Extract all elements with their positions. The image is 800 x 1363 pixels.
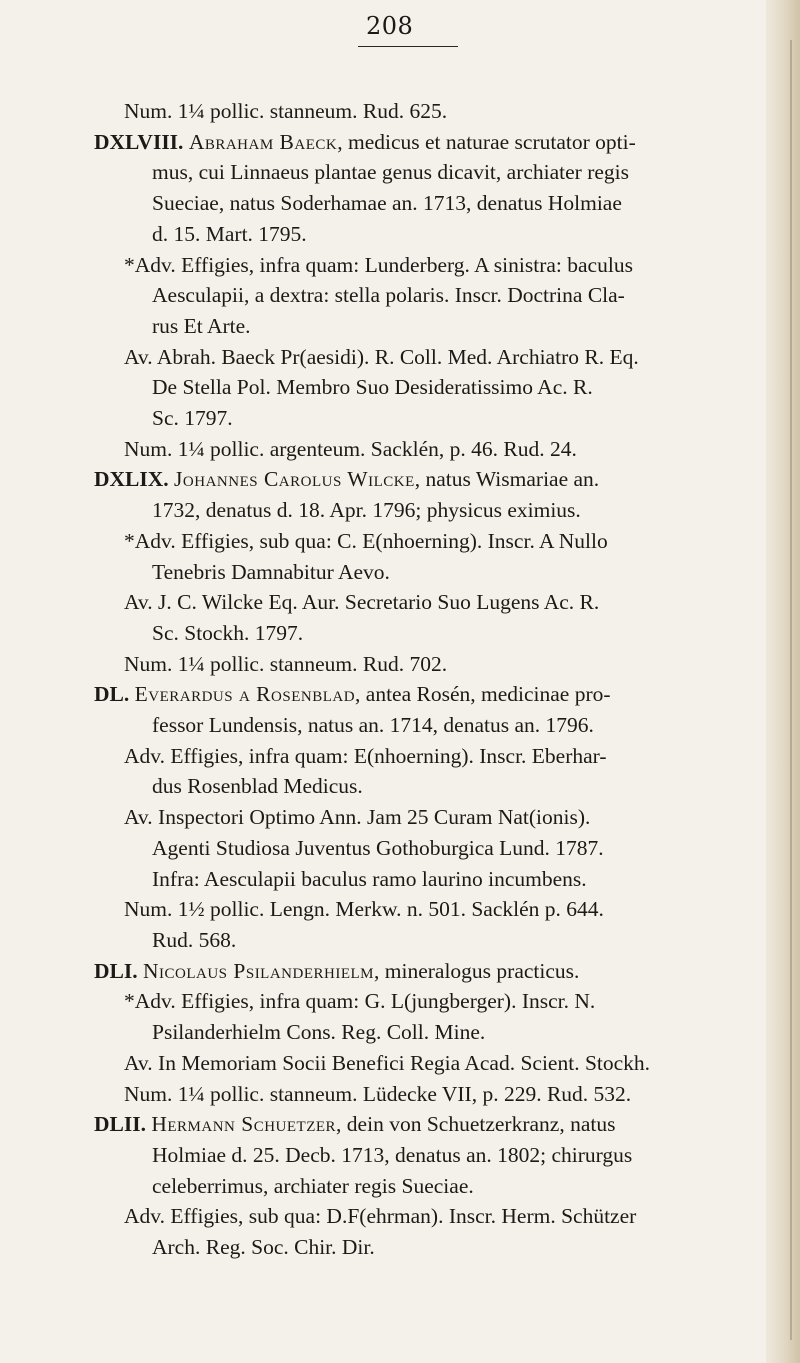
line-text: Psilanderhielm Cons. Reg. Coll. Mine.	[152, 1020, 486, 1045]
line-text: *Adv. Effigies, infra quam: Lunderberg. A sinistra: baculus	[124, 252, 633, 277]
text-line	[94, 986, 754, 1017]
text-line	[94, 1017, 754, 1048]
line-text: 1732, denatus d. 18. Apr. 1796; physicus eximius.	[152, 498, 581, 523]
line-text: Av. Inspectori Optimo Ann. Jam 25 Curam Nat(ionis).	[124, 805, 591, 830]
entry-heading-line	[94, 679, 754, 710]
text-line	[94, 219, 754, 250]
entry-number: DLI.	[94, 958, 143, 983]
catalogue-text	[94, 96, 754, 1263]
line-text: rus Et Arte.	[152, 313, 251, 338]
line-text: *Adv. Effigies, sub qua: C. E(nhoerning). Inscr. A Nullo	[124, 528, 608, 553]
text-line	[94, 403, 754, 434]
text-line	[94, 1079, 754, 1110]
line-text: , antea Rosén, medicinae pro-	[355, 682, 611, 707]
line-text: Num. 1¼ pollic. stanneum. Rud. 625.	[124, 99, 448, 123]
line-text: Rud. 568.	[152, 927, 237, 952]
line-text: , natus Wismariae an.	[414, 467, 600, 492]
text-line	[94, 342, 754, 373]
line-text: Adv. Effigies, infra quam: E(nhoerning). Inscr. Eberhar-	[124, 743, 607, 768]
text-line	[94, 1232, 754, 1263]
text-line	[94, 894, 754, 925]
text-line	[94, 710, 754, 741]
text-line	[94, 280, 754, 311]
text-line	[94, 526, 754, 557]
line-text: , medicus et naturae scrutator opti-	[337, 129, 636, 154]
line-text: Sueciae, natus Soderhamae an. 1713, denatus Holmiae	[152, 191, 622, 216]
text-line	[94, 802, 754, 833]
person-name: Abraham Baeck	[188, 129, 338, 154]
entry-number: DL.	[94, 682, 135, 707]
person-name: Johannes Carolus Wilcke	[174, 467, 415, 492]
line-text: *Adv. Effigies, infra quam: G. L(jungberger). Inscr. N.	[124, 989, 596, 1014]
line-text: Av. Abrah. Baeck Pr(aesidi). R. Coll. Med. Archiatro R. Eq.	[124, 344, 639, 369]
text-line	[94, 434, 754, 465]
line-text: Arch. Reg. Soc. Chir. Dir.	[152, 1235, 375, 1260]
entry-number: DLII.	[94, 1112, 152, 1137]
line-text: Av. J. C. Wilcke Eq. Aur. Secretario Suo Lugens Ac. R.	[124, 590, 600, 615]
text-line	[94, 771, 754, 802]
text-line	[94, 157, 754, 188]
person-name: Everardus a Rosenblad	[134, 682, 356, 707]
entry-heading-line	[94, 127, 754, 158]
text-line	[94, 864, 754, 895]
line-text: De Stella Pol. Membro Suo Desideratissimo Ac. R.	[152, 375, 593, 400]
text-line	[94, 96, 754, 127]
line-text: Tenebris Damnabitur Aevo.	[152, 559, 390, 584]
text-line	[94, 925, 754, 956]
text-line	[94, 1201, 754, 1232]
line-text: Sc. 1797.	[152, 406, 233, 431]
text-line	[94, 833, 754, 864]
line-text: fessor Lundensis, natus an. 1714, denatus an. 1796.	[152, 713, 594, 738]
page-number-rule	[358, 46, 458, 47]
line-text: mus, cui Linnaeus plantae genus dicavit, archiater regis	[152, 160, 630, 185]
text-line	[94, 250, 754, 281]
text-line	[94, 557, 754, 588]
line-text: dus Rosenblad Medicus.	[152, 774, 363, 799]
line-text: Av. In Memoriam Socii Benefici Regia Acad. Scient. Stockh.	[124, 1050, 651, 1075]
line-text: , mineralogus practicus.	[374, 958, 580, 983]
line-text: , dein von Schuetzerkranz, natus	[336, 1112, 616, 1137]
line-text: d. 15. Mart. 1795.	[152, 221, 307, 246]
person-name: Hermann Schuetzer	[151, 1112, 337, 1137]
line-text: Adv. Effigies, sub qua: D.F(ehrman). Inscr. Herm. Schützer	[124, 1204, 637, 1229]
entry-number: DXLVIII.	[94, 129, 189, 154]
page-edge-shadow	[766, 0, 800, 1363]
text-line	[94, 188, 754, 219]
text-line	[94, 495, 754, 526]
text-line	[94, 1140, 754, 1171]
text-line	[94, 649, 754, 680]
text-line	[94, 1048, 754, 1079]
entry-number: DXLIX.	[94, 467, 175, 492]
line-text: Num. 1¼ pollic. stanneum. Rud. 702.	[124, 651, 448, 676]
text-line	[94, 311, 754, 342]
line-text: Sc. Stockh. 1797.	[152, 620, 304, 645]
line-text: Infra: Aesculapii baculus ramo laurino incumbens.	[152, 866, 587, 891]
text-line	[94, 618, 754, 649]
entry-heading-line	[94, 464, 754, 495]
entry-heading-line	[94, 1109, 754, 1140]
person-name: Nicolaus Psilanderhielm	[142, 958, 375, 983]
line-text: Holmiae d. 25. Decb. 1713, denatus an. 1802; chirurgus	[152, 1142, 633, 1167]
page-number: 208	[366, 12, 414, 40]
line-text: Num. 1¼ pollic. argenteum. Sacklén, p. 46. Rud. 24.	[124, 436, 577, 461]
line-text: celeberrimus, archiater regis Sueciae.	[152, 1173, 474, 1198]
page-edge-fold	[790, 40, 792, 1340]
text-line	[94, 372, 754, 403]
line-text: Num. 1¼ pollic. stanneum. Lüdecke VII, p. 229. Rud. 532.	[124, 1081, 632, 1106]
text-line	[94, 587, 754, 618]
line-text: Num. 1½ pollic. Lengn. Merkw. n. 501. Sacklén p. 644.	[124, 897, 604, 922]
line-text: Agenti Studiosa Juventus Gothoburgica Lund. 1787.	[152, 835, 604, 860]
text-line	[94, 1171, 754, 1202]
line-text: Aesculapii, a dextra: stella polaris. Inscr. Doctrina Cla-	[152, 283, 625, 308]
text-line	[94, 741, 754, 772]
entry-heading-line	[94, 956, 754, 987]
